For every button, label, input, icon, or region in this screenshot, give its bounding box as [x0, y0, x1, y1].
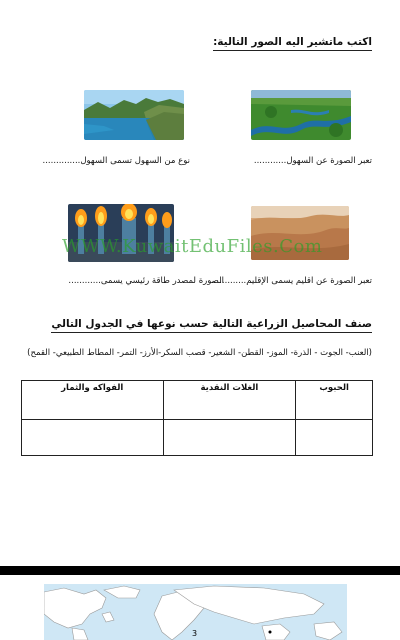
header-cash-crops: الغلات النقدية [163, 381, 296, 420]
question-2-title: صنف المحاصيل الزراعية التالية حسب نوعها في الجدول التالي [51, 318, 372, 333]
caption-climate-region: تعبر الصورة عن اقليم يسمى الإقليم............. [211, 276, 372, 286]
caption-plains: تعبر الصورة عن السهول............ [253, 156, 372, 166]
question-1-title: اكتب ماتشير اليه الصور التالية: [213, 36, 372, 51]
caption-plain-type: نوع من السهول تسمى السهول.............. [42, 156, 190, 166]
coastal-plain-image [84, 90, 184, 140]
header-grains: الحبوب [296, 381, 373, 420]
caption-energy-source: الصورة لمصدر طاقة رئيسي يسمى............ [68, 276, 224, 286]
river-plain-image [251, 90, 351, 140]
crops-list: (العنب- الجوت - الذرة- الموز- القطن- الشعير- قصب السكر-الأرز- التمر- المطاط الطبيعي- القمح) [27, 348, 372, 358]
crops-table [21, 380, 373, 456]
map-marker-label: 3 [192, 629, 198, 638]
world-map-image [44, 584, 347, 640]
section-divider-bar [0, 566, 400, 575]
header-fruits: الفواكه والثمار [22, 381, 164, 420]
cell-fruits-answer[interactable] [22, 420, 164, 456]
cell-grains-answer[interactable] [296, 420, 373, 456]
watermark: WWW.KuwaitEduFiles.Com [62, 236, 323, 257]
cell-cash-crops-answer[interactable] [163, 420, 296, 456]
